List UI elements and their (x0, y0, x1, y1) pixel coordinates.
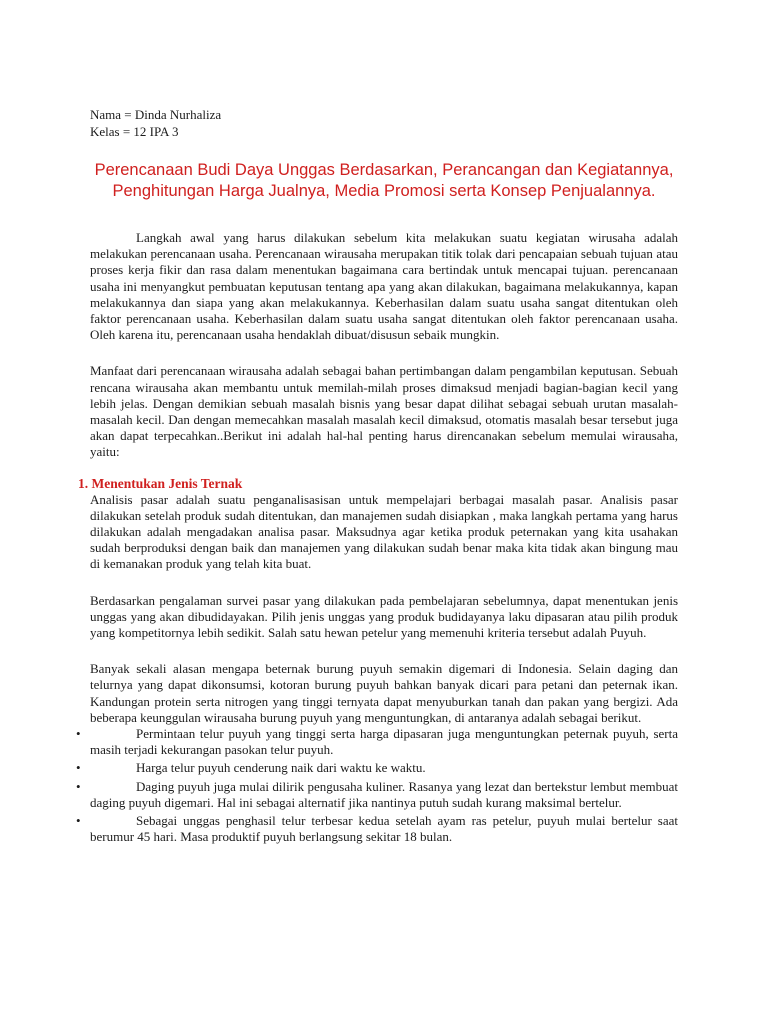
advantages-list (76, 726, 678, 845)
bullet-icon: • (76, 726, 81, 742)
paragraph-quail-reasons: Banyak sekali alasan mengapa beternak burung puyuh semakin digemari di Indonesia. Selain daging dan telurnya yang dapat dikonsumsi, kotoran burung puyuh bahkan banyak dicari para petani dan peternak ikan. Kandungan protein serta nitrogen yang tinggi ternyata dapat menyuburkan tanah dan pakan yang bergizi. Ada beberapa keunggulan wirausaha burung puyuh yang menguntungkan, di antaranya adalah sebagai berikut. (90, 661, 678, 725)
paragraph-survey: Berdasarkan pengalaman survei pasar yang dilakukan pada pembelajaran sebelumnya, dapat menentukan jenis unggas yang akan dibudidayakan. Pilih jenis unggas yang produk budidayanya laku dipasaran atau pilih produk yang kompetitornya lebih sedikit. Salah satu hewan petelur yang memenuhi kriteria tersebut adalah Puyuh. (90, 592, 678, 641)
paragraph-intro: Langkah awal yang harus dilakukan sebelum kita melakukan suatu kegiatan wirusaha adalah melakukan perencanaan usaha. Perencanaan wirausaha merupakan titik tolak dari pencapaian sebuah tujuan atau proses kerja fikir dan rasa dalam menentukan bagaimana cara bertindak untuk mencapai tujuan. perencanaan usaha ini menyangkut pembuatan keputusan tentang apa yang akan dilakukan, bagaimana melakukannya, kapan melakukannya dan siapa yang akan melakukannya. Keberhasilan dalam suatu usaha sangat ditentukan oleh faktor perencanaan usaha. Keberhasilan dalam suatu usaha sangat ditentukan oleh faktor perencanaan usaha. Oleh karena itu, perencanaan usaha hendaklah dibuat/disusun sebaik mungkin. (90, 230, 678, 343)
bullet-icon: • (76, 813, 81, 829)
list-item-text: Harga telur puyuh cenderung naik dari waktu ke waktu. (136, 760, 426, 776)
list-item-text: Daging puyuh juga mulai dilirik pengusaha kuliner. Rasanya yang lezat dan bertekstur lembut membuat daging puyuh digemari. Hal ini sebagai alternatif jika nantinya putuh sudah kurang maksimal bertelur. (90, 778, 678, 810)
document-page (76, 106, 678, 848)
student-name-line: Nama = Dinda Nurhaliza (90, 107, 222, 122)
bullet-icon: • (76, 778, 81, 794)
paragraph-market-analysis: Analisis pasar adalah suatu penganalisasisan untuk mempelajari berbagai masalah pasar. Analisis pasar dilakukan setelah produk sudah ditentukan, dan manajemen sudah disiapkan , maka langkah pertama yang harus dilakukan adalah mengadakan analisa pasar. Maksudnya agar ketika produk peternakan yang kita usahakan sudah berproduksi dengan baik dan manajemen yang dilakukan sudah benar maka kita tidak akan bingung mau di kemanakan produk yang telah kita buat. (90, 491, 678, 572)
list-item (76, 726, 678, 758)
student-class-line: Kelas = 12 IPA 3 (90, 124, 179, 139)
list-item-text: Sebagai unggas penghasil telur terbesar kedua setelah ayam ras petelur, puyuh mulai bertelur saat berumur 45 hari. Masa produktif puyuh berlangsung sekitar 18 bulan. (90, 813, 678, 845)
list-item-text: Permintaan telur puyuh yang tinggi serta harga dipasaran juga menguntungkan peternak puyuh, serta masih terjadi kekurangan pasokan telur puyuh. (90, 726, 678, 758)
section-heading-1: 1. Menentukan Jenis Ternak (78, 475, 243, 491)
list-item (76, 813, 678, 845)
bullet-icon: • (76, 760, 81, 776)
list-item (76, 778, 678, 811)
paragraph-benefits: Manfaat dari perencanaan wirausaha adalah sebagai bahan pertimbangan dalam pengambilan keputusan. Sebuah rencana wirausaha akan membantu untuk memilah-milah proses dimaksud menjadi bagian-bagian kecil yang lebih jelas. Dengan demikian sebuah masalah bisnis yang besar dapat dilihat sebagai sebuah urutan masalah-masalah kecil. Dan dengan memecahkan masalah masalah kecil dimaksud, otomatis masalah besar tersebut juga akan dapat terpecahkan..Berikut ini adalah hal-hal penting harus direncanakan sebelum memulai wirausaha, yaitu: (90, 363, 678, 460)
list-item (76, 760, 678, 776)
document-title: Perencanaan Budi Daya Unggas Berdasarkan, Perancangan dan Kegiatannya, Penghitungan Harga Jualnya, Media Promosi serta Konsep Penjualannya. (94, 161, 674, 200)
